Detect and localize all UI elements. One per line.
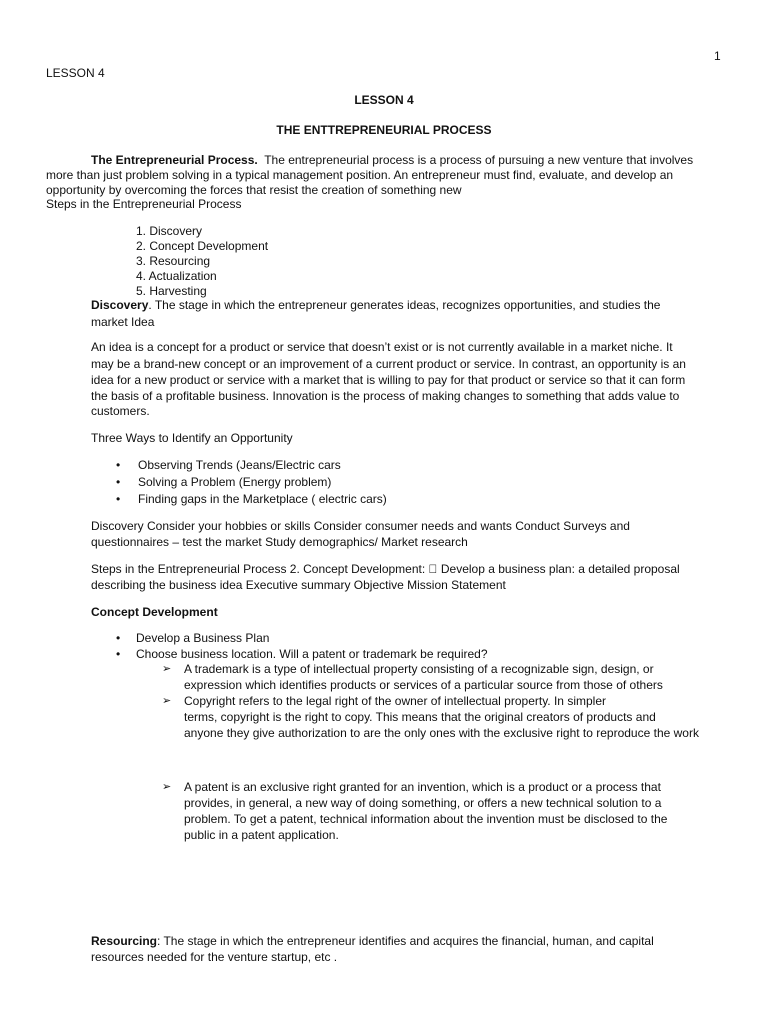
idea-line: idea for a new product or service with a market that is willing to pay for that product or service so that it can form: [91, 373, 686, 387]
bullet-icon: •: [116, 492, 121, 506]
arrow-bullet-icon: ➢: [162, 663, 172, 675]
steps-heading: Steps in the Entrepreneurial Process: [46, 197, 242, 211]
discovery-line-2: market Idea: [91, 315, 155, 329]
page-number: 1: [714, 49, 721, 63]
ways-item: Finding gaps in the Marketplace ( electric cars): [138, 492, 387, 506]
copyright-line: Copyright refers to the legal right of the owner of intellectual property. In simpler: [184, 694, 606, 708]
bullet-icon: •: [116, 475, 121, 489]
step-item: 3. Resourcing: [136, 254, 211, 268]
resourcing-line-2: resources needed for the venture startup, etc .: [91, 950, 338, 964]
page-header: LESSON 4: [46, 66, 105, 80]
trademark-line: expression which identifies products or services of a particular source from those of others: [184, 678, 663, 692]
idea-line: An idea is a concept for a product or service that doesn’t exist or is not currently available in a market niche. It: [91, 340, 673, 354]
step-item: 2. Concept Development: [136, 239, 269, 253]
resourcing-lead: Resourcing: [91, 934, 158, 948]
discovery-consider-line: questionnaires – test the market Study demographics/ Market research: [91, 535, 468, 549]
concept-item: Choose business location. Will a patent or trademark be required?: [136, 647, 488, 661]
bullet-icon: •: [116, 631, 121, 645]
steps-concept-line: describing the business idea Executive summary Objective Mission Statement: [91, 578, 506, 592]
patent-line: provides, in general, a new way of doing something, or offers a new technical solution to a: [184, 796, 662, 810]
step-item: 1. Discovery: [136, 224, 203, 238]
discovery-consider-line: Discovery Consider your hobbies or skills Consider consumer needs and wants Conduct Surveys and: [91, 519, 630, 533]
steps-concept-line: Steps in the Entrepreneurial Process 2. Concept Development: Develop a business plan: a detailed proposal: [91, 562, 668, 576]
discovery-line-1: Discovery. The stage in which the entrepreneur generates ideas, recognizes opportunities, and studies the: [91, 298, 661, 312]
bullet-icon: •: [116, 458, 121, 472]
discovery-lead: Discovery: [91, 298, 149, 312]
intro-line-2: more than just problem solving in a typical management position. An entrepreneur must find, evaluate, and develop an: [46, 168, 674, 182]
copyright-line: terms, copyright is the right to copy. This means that the original creators of products and: [184, 710, 656, 724]
patent-line: A patent is an exclusive right granted for an invention, which is a product or a process that: [184, 780, 661, 794]
bullet-icon: •: [116, 647, 121, 661]
concept-item: Develop a Business Plan: [136, 631, 270, 645]
patent-line: public in a patent application.: [184, 828, 339, 842]
ways-item: Observing Trends (Jeans/Electric cars: [138, 458, 341, 472]
intro-lead: The Entrepreneurial Process.: [91, 153, 258, 167]
resourcing-line-1: Resourcing: The stage in which the entrepreneur identifies and acquires the financial, human, and capital: [91, 934, 654, 948]
concept-heading: Concept Development: [91, 605, 218, 619]
ways-heading: Three Ways to Identify an Opportunity: [91, 431, 293, 445]
intro-line-3: opportunity by overcoming the forces that resist the creation of something new: [46, 183, 462, 197]
copyright-line: anyone they give authorization to are the only ones with the exclusive right to reproduce the work: [184, 726, 699, 740]
step-item: 4. Actualization: [136, 269, 217, 283]
intro-line-1: The Entrepreneurial Process. The entrepreneurial process is a process of pursuing a new venture that involves: [91, 153, 694, 167]
idea-line: the basis of a profitable business. Innovation is the process of making changes to something that adds value to: [91, 389, 680, 403]
page-subtitle: THE ENTTREPRENEURIAL PROCESS: [276, 123, 492, 137]
arrow-bullet-icon: ➢: [162, 695, 172, 707]
ways-item: Solving a Problem (Energy problem): [138, 475, 332, 489]
trademark-line: A trademark is a type of intellectual property consisting of a recognizable sign, design, or: [184, 662, 654, 676]
patent-line: problem. To get a patent, technical information about the invention must be disclosed to the: [184, 812, 668, 826]
page-title: LESSON 4: [354, 93, 414, 107]
arrow-bullet-icon: ➢: [162, 781, 172, 793]
step-item: 5. Harvesting: [136, 284, 207, 298]
idea-line: may be a brand-new concept or an improvement of a current product or service. In contrast, an opportunity is an: [91, 357, 686, 371]
idea-line: customers.: [91, 404, 150, 418]
